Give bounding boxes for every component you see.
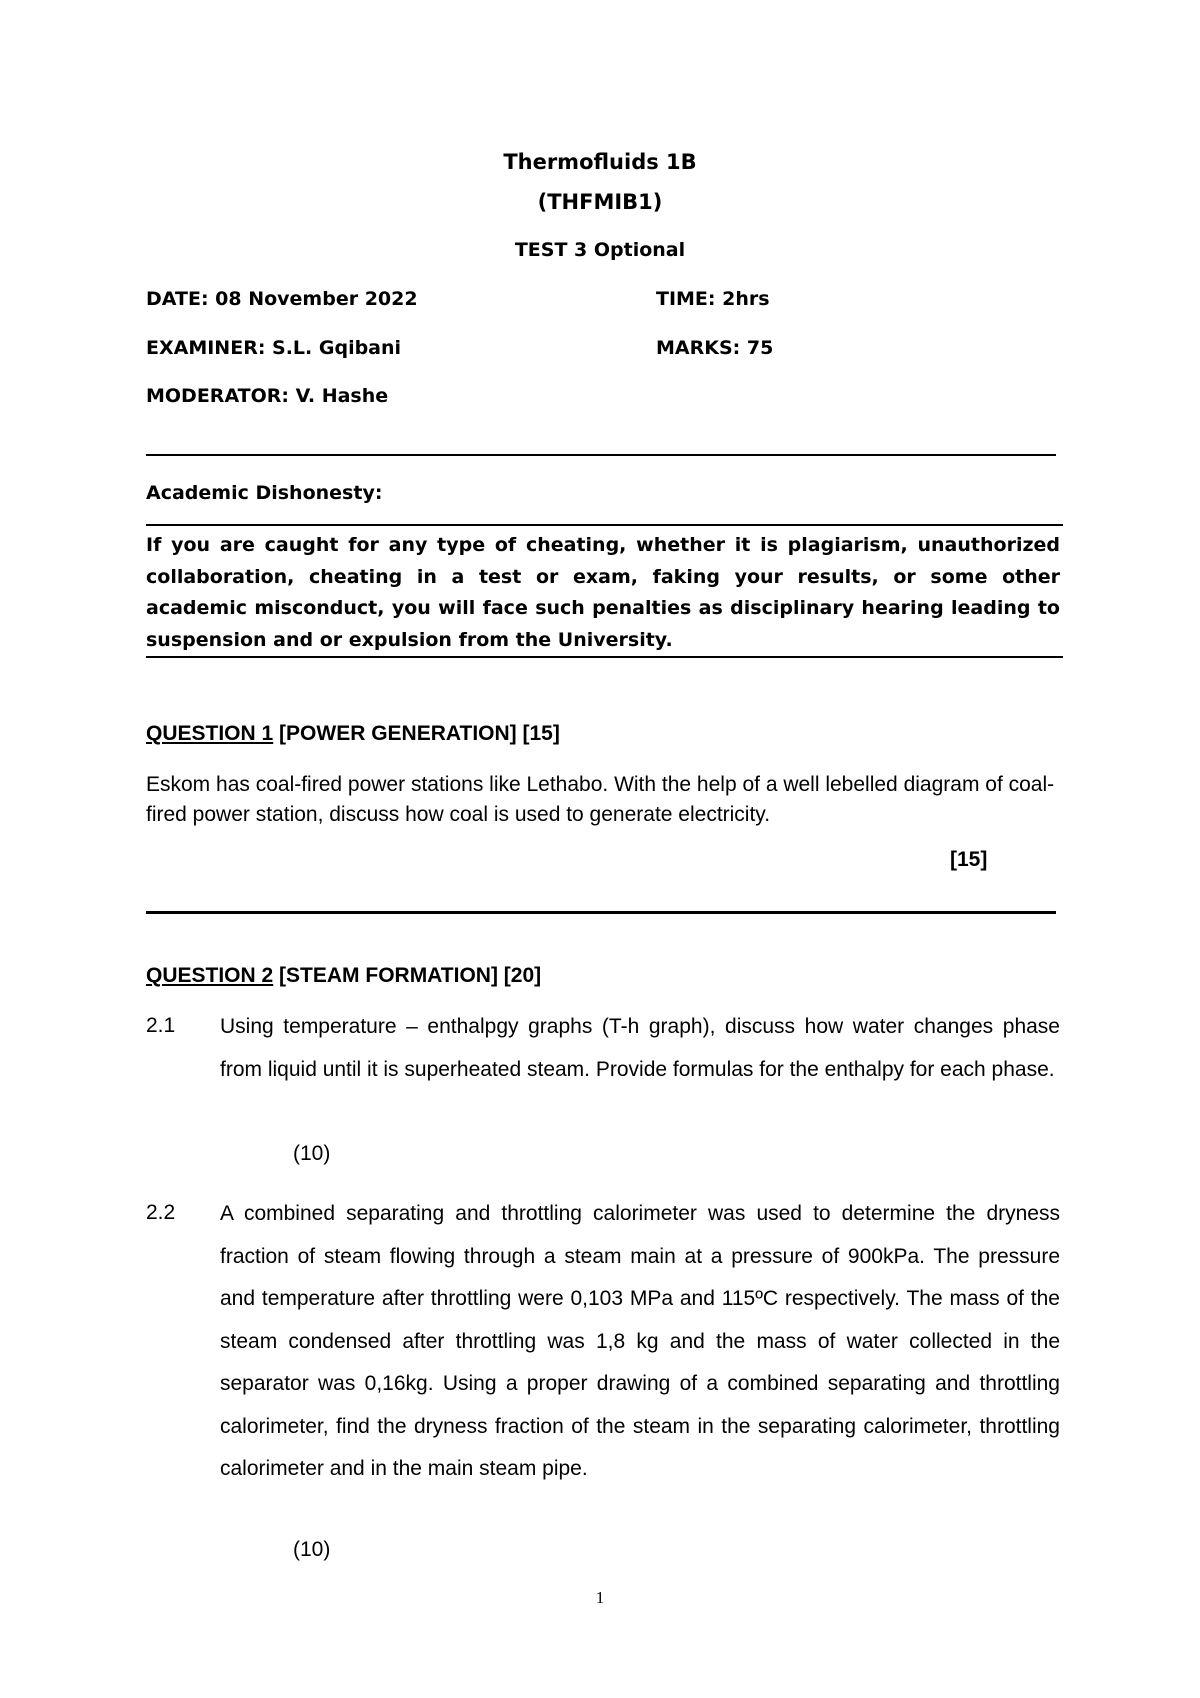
dishonesty-top-rule [146, 524, 1063, 526]
question-separator [146, 911, 1056, 914]
header-divider [146, 454, 1056, 456]
question1-marks: [15] [950, 848, 988, 871]
item-2-1-number: 2.1 [146, 1014, 176, 1037]
item-2-2-marks: (10) [293, 1538, 331, 1561]
question2-heading [146, 964, 541, 988]
dishonesty-heading: Academic Dishonesty: [146, 482, 383, 504]
total-marks: MARKS: 75 [656, 337, 774, 359]
question1-heading [146, 722, 560, 746]
dishonesty-bottom-rule [146, 656, 1063, 658]
item-2-2-text: A combined separating and throttling calorimeter was used to determine the dryness fraction of steam flowing through a steam main at a pressure of 900kPa. The pressure and temperature after throttling were 0,103 MPa and 115ºC respectively. The mass of the steam condensed after throttling was 1,8 kg and the mass of water collected in the separator was 0,16kg. Using a proper drawing of a combined separating and throttling calorimeter, find the dryness fraction of the steam in the separating calorimeter, throttling calorimeter and in the main steam pipe. [220, 1202, 1060, 1480]
course-title: Thermofluids 1B [503, 150, 697, 174]
moderator: MODERATOR: V. Hashe [146, 385, 389, 407]
item-2-2-number: 2.2 [146, 1201, 176, 1224]
item-2-1-marks: (10) [293, 1142, 331, 1165]
question1-label: QUESTION 1 [146, 722, 274, 745]
question2-topic: [STEAM FORMATION] [20] [273, 964, 542, 987]
question1-topic: [POWER GENERATION] [15] [273, 722, 560, 745]
course-code: (THFMIB1) [537, 190, 663, 214]
page-number: 1 [595, 1588, 605, 1607]
exam-date: DATE: 08 November 2022 [146, 288, 418, 310]
question1-text: Eskom has coal-fired power stations like Lethabo. With the help of a well lebelled diagram of coal-fired power station, discuss how coal is used to generate electricity. [146, 773, 1055, 826]
question2-label: QUESTION 2 [146, 964, 274, 987]
test-name: TEST 3 Optional [514, 239, 686, 261]
examiner: EXAMINER: S.L. Gqibani [146, 337, 402, 359]
item-2-1-text: Using temperature – enthalpgy graphs (T-h graph), discuss how water changes phase from liquid until it is superheated steam. Provide formulas for the enthalpy for each phase. [220, 1015, 1060, 1081]
exam-time: TIME: 2hrs [656, 288, 770, 310]
dishonesty-warning: If you are caught for any type of cheating, whether it is plagiarism, unauthorized collaboration, cheating in a test or exam, faking your results, or some other academic misconduct, you will face such penalties as disciplinary hearing leading to suspension and or expulsion from the University. [146, 534, 1060, 651]
